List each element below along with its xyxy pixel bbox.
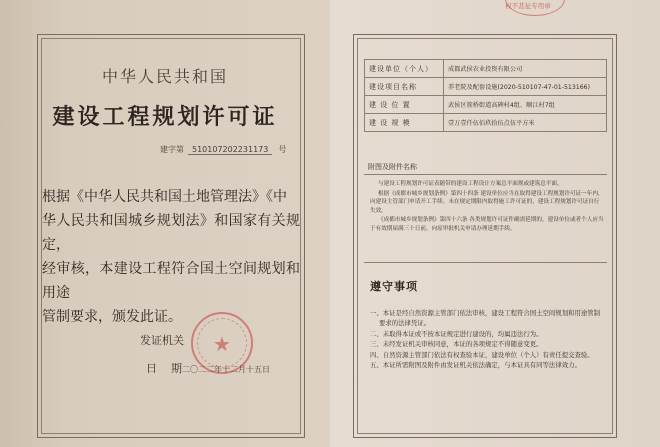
cert-suffix: 号 [278, 145, 287, 154]
issue-date: 二〇二二年十二月十五日 [182, 365, 270, 374]
project-info-table [364, 59, 607, 132]
attach-paragraph: 根据《成都市城乡规划条例》第四十四条 建设单位应当在取得建设工程规划许可证一年内，向建设主管部门申请开工手续。未在规定期限内取得施工许可证的，建设工程规划许可证自行失效。 [370, 190, 604, 214]
table-row [365, 60, 607, 78]
note-item: 一、本证是经自然资源主管部门依法审核，建设工程符合国土空间规划和用途管制要求的法律凭证。 [370, 309, 601, 328]
seal-star-icon: ★ [213, 332, 231, 356]
certificate-title: 建设工程规划许可证 [52, 104, 278, 130]
attach-paragraph: 《成都市城乡规划条例》第四十六条 各类规划许可证件确需延期的，建设单位或者个人应当于有效期届满三十日前，向原审批机关申请办理延期手续。 [370, 217, 604, 232]
attachments-heading: 附图及附件名称 [368, 163, 417, 171]
notes-title: 遵守事项 [370, 280, 418, 293]
row-value: 成都武侯农业投资有限公司 [444, 60, 607, 78]
notes-list [370, 308, 606, 370]
issuer-label: 发证机关 [140, 334, 184, 347]
attachments-text [370, 180, 604, 235]
row-label: 建设项目名称 [365, 78, 444, 96]
body-line: 根据《中华人民共和国土地管理法》《中 [42, 189, 287, 205]
row-value: 武侯区簇桥街道高碑村4组、顺江村7组 [444, 96, 607, 114]
certificate-body [42, 185, 300, 329]
certificate-number-line [160, 144, 286, 155]
row-label: 建 设 规 模 [365, 114, 444, 132]
body-line: 华人民共和国城乡规划法》和国家有关规定， [42, 213, 300, 253]
row-label: 建设单位（个人） [365, 60, 444, 78]
table-row [365, 114, 607, 132]
note-item: 二、未取得本证或不按本证规定进行建设的，均属违法行为。 [370, 329, 543, 338]
table-row [365, 78, 607, 96]
divider [364, 262, 607, 263]
divider [364, 174, 607, 175]
note-item: 三、未经发证机关审核同意，本证的各项规定不得随意变更。 [370, 340, 543, 349]
row-value: 壹万壹仟伍佰玖拾伍点伍平方米 [444, 114, 607, 132]
note-item: 四、自然资源主管部门依法有权查验本证，建设单位（个人）有责任提交查验。 [370, 350, 594, 359]
date-label: 日期 [146, 362, 196, 375]
row-label: 建 设 位 置 [365, 96, 444, 114]
table-row [365, 96, 607, 114]
attach-paragraph: 与建设工程规划许可证表随带的建设工程设计方案总平面规或建筑总平面。 [378, 181, 563, 187]
row-value: 养老院及配套设施(2020-510107-47-01-513166) [444, 78, 607, 96]
top-stamp-text: 权不甚征专用章 [505, 2, 551, 10]
body-line: 经审核，本建设工程符合国土空间规划和用途 [42, 261, 300, 301]
certificate-number: 510107202231173 [188, 145, 272, 155]
country-name: 中华人民共和国 [101, 67, 228, 86]
cert-prefix: 建字第 [160, 145, 184, 154]
note-item: 五、本证所需附图及附件由发证机关依法确定，与本证具有同等法律效力。 [370, 361, 581, 370]
body-line: 管制要求，颁发此证。 [42, 309, 182, 325]
